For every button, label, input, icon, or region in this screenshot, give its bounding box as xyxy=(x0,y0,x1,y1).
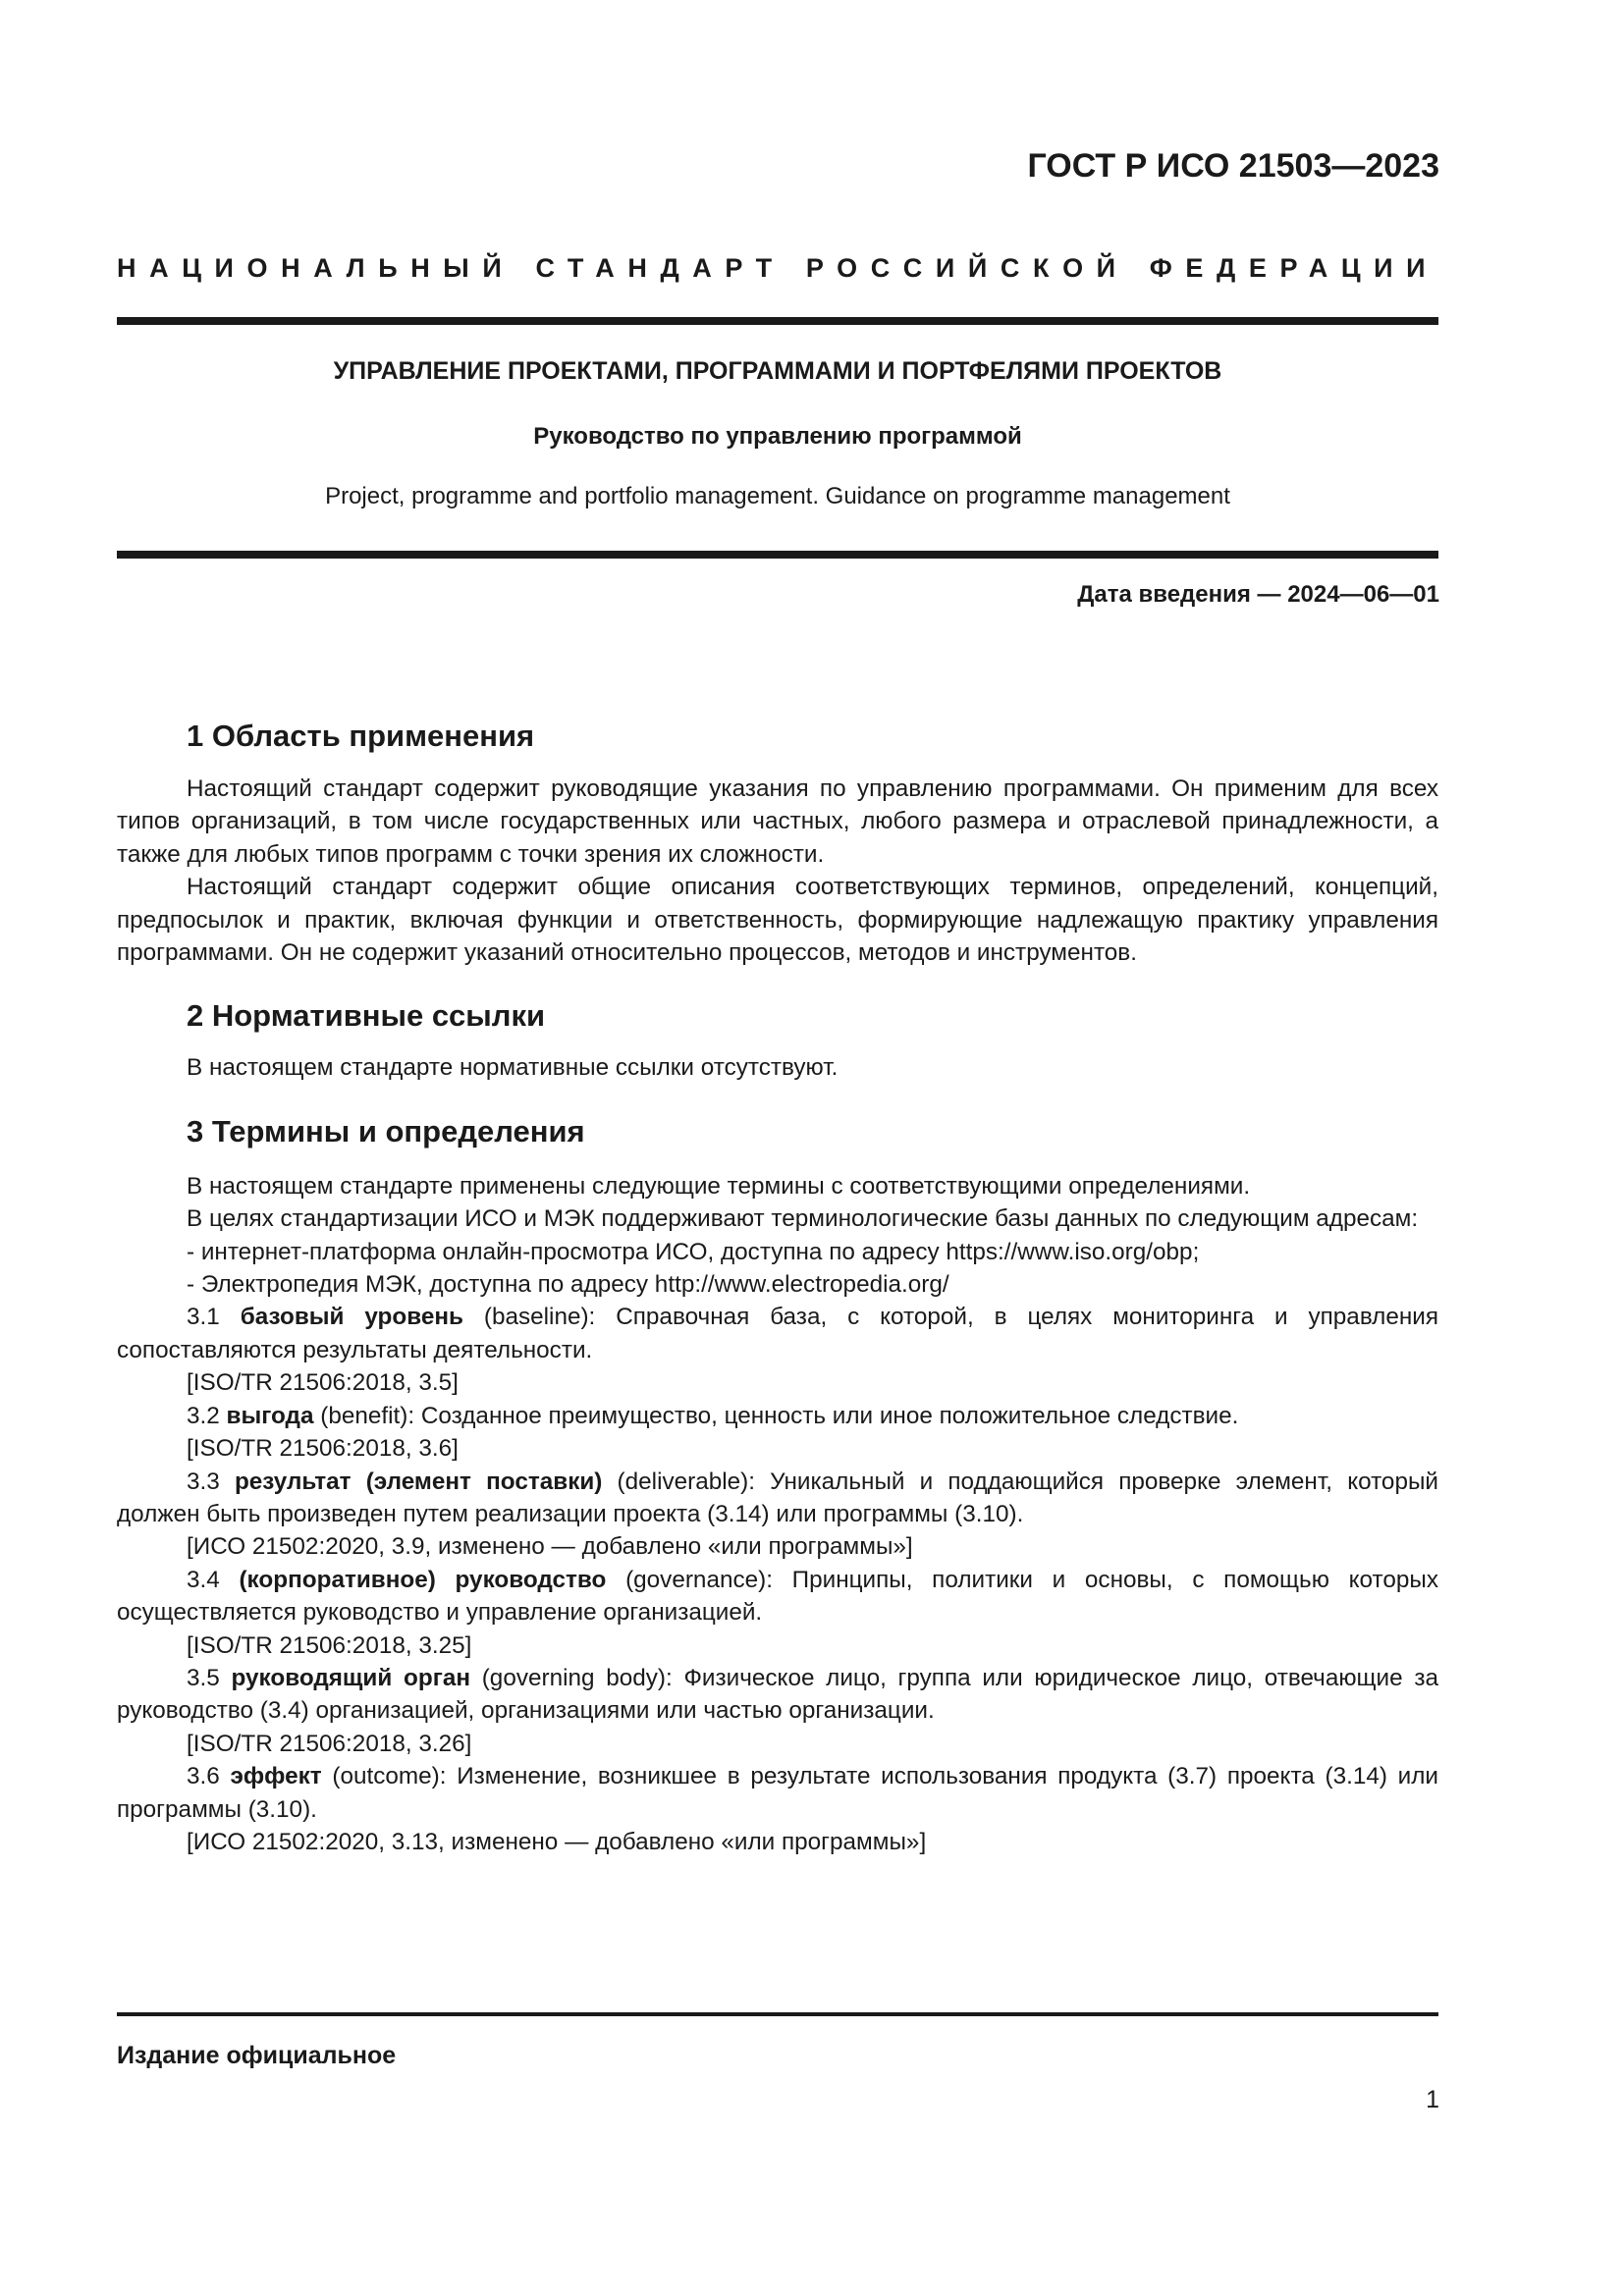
paragraph: В целях стандартизации ИСО и МЭК поддерживают терминологические базы данных по следующим адресам: xyxy=(187,1205,1419,1233)
term-definition: (governing body): Физическое лицо, группа или юридическое лицо, отвечающие за руководство (3.4) организацией, организациями или частью организации. xyxy=(117,1664,1438,1725)
paragraph: Настоящий стандарт содержит общие описания соответствующих терминов, определений, концепций, предпосылок и практик, включая функции и ответственность, формирующие надлежащую практику управления программами. Он не содержит указаний относительно процессов, методов и инструментов. xyxy=(117,874,1438,967)
term-definition: (deliverable): Уникальный и поддающийся проверке элемент, который должен быть произведен путем реализации проекта (3.14) или программы (3.10). xyxy=(117,1468,1438,1527)
term-name: результат (элемент поставки) xyxy=(234,1468,603,1495)
term-entry xyxy=(117,1662,1438,1728)
document-title: УПРАВЛЕНИЕ ПРОЕКТАМИ, ПРОГРАММАМИ И ПОРТФЕЛЯМИ ПРОЕКТОВ xyxy=(333,357,1222,385)
term-number: 3.5 xyxy=(187,1664,232,1691)
term-number: 3.2 xyxy=(187,1402,227,1429)
term-source: [ИСО 21502:2020, 3.9, изменено — добавлено «или программы»] xyxy=(187,1533,913,1561)
term-name: базовый уровень xyxy=(240,1304,463,1331)
term-source: [ISO/TR 21506:2018, 3.5] xyxy=(187,1369,459,1397)
section-heading-scope: 1 Область применения xyxy=(187,719,535,753)
term-definition: (governance): Принципы, политики и основы, с помощью которых осуществляется руководство и управление организацией. xyxy=(117,1566,1438,1627)
footer-rule xyxy=(117,2012,1438,2016)
list-item: - Электропедия МЭК, доступна по адресу http://www.electropedia.org/ xyxy=(187,1271,949,1299)
term-entry xyxy=(117,1400,1438,1432)
term-name: эффект xyxy=(230,1763,322,1790)
title-rule xyxy=(117,551,1438,559)
official-edition-label: Издание официальное xyxy=(117,2042,397,2069)
term-number: 3.6 xyxy=(187,1763,231,1790)
paragraph: В настоящем стандарте нормативные ссылки отсутствуют. xyxy=(187,1054,839,1082)
term-entry xyxy=(117,1466,1438,1531)
top-rule xyxy=(117,317,1438,325)
document-subtitle: Руководство по управлению программой xyxy=(533,423,1022,450)
standard-code: ГОСТ Р ИСО 21503—2023 xyxy=(1027,147,1439,185)
term-definition: (outcome): Изменение, возникшее в результате использования продукта (3.7) проекта (3.14) или программы (3.10). xyxy=(117,1763,1438,1823)
term-name: (корпоративное) руководство xyxy=(239,1566,607,1593)
term-source: [ISO/TR 21506:2018, 3.26] xyxy=(187,1730,472,1757)
term-definition: (benefit): Созданное преимущество, ценность или иное положительное следствие. xyxy=(313,1402,1239,1429)
paragraph: В настоящем стандарте применены следующие термины с соответствующими определениями. xyxy=(187,1172,1251,1200)
term-number: 3.3 xyxy=(187,1468,235,1495)
section-heading-normative-references: 2 Нормативные ссылки xyxy=(187,998,546,1034)
page-number: 1 xyxy=(1426,2086,1439,2113)
document-body xyxy=(117,717,1438,1858)
term-entry xyxy=(117,1564,1438,1629)
term-number: 3.1 xyxy=(187,1304,241,1331)
term-entry xyxy=(117,1760,1438,1826)
term-source: [ИСО 21502:2020, 3.13, изменено — добавлено «или программы»] xyxy=(187,1828,927,1855)
english-title: Project, programme and portfolio management. Guidance on programme management xyxy=(325,483,1230,509)
list-item: - интернет-платформа онлайн-просмотра ИСО, доступна по адресу https://www.iso.org/obp; xyxy=(187,1238,1200,1265)
section-heading-terms: 3 Термины и определения xyxy=(187,1113,585,1148)
national-standard-banner: НАЦИОНАЛЬНЫЙ СТАНДАРТ РОССИЙСКОЙ ФЕДЕРАЦИИ xyxy=(117,253,1439,283)
term-source: [ISO/TR 21506:2018, 3.6] xyxy=(187,1435,459,1463)
term-entry xyxy=(117,1301,1438,1366)
term-definition: (baseline): Справочная база, с которой, в целях мониторинга и управления сопоставляются результаты деятельности. xyxy=(117,1304,1439,1363)
term-source: [ISO/TR 21506:2018, 3.25] xyxy=(187,1631,472,1659)
term-name: выгода xyxy=(226,1402,314,1429)
term-number: 3.4 xyxy=(187,1566,240,1593)
paragraph: Настоящий стандарт содержит руководящие указания по управлению программами. Он применим для всех типов организаций, в том числе государственных или частных, любого размера и отраслевой принадлежности, а также для любых типов программ с точки зрения их сложности. xyxy=(117,775,1438,868)
introduction-date: Дата введения — 2024—06—01 xyxy=(1077,581,1439,608)
term-name: руководящий орган xyxy=(231,1664,471,1691)
